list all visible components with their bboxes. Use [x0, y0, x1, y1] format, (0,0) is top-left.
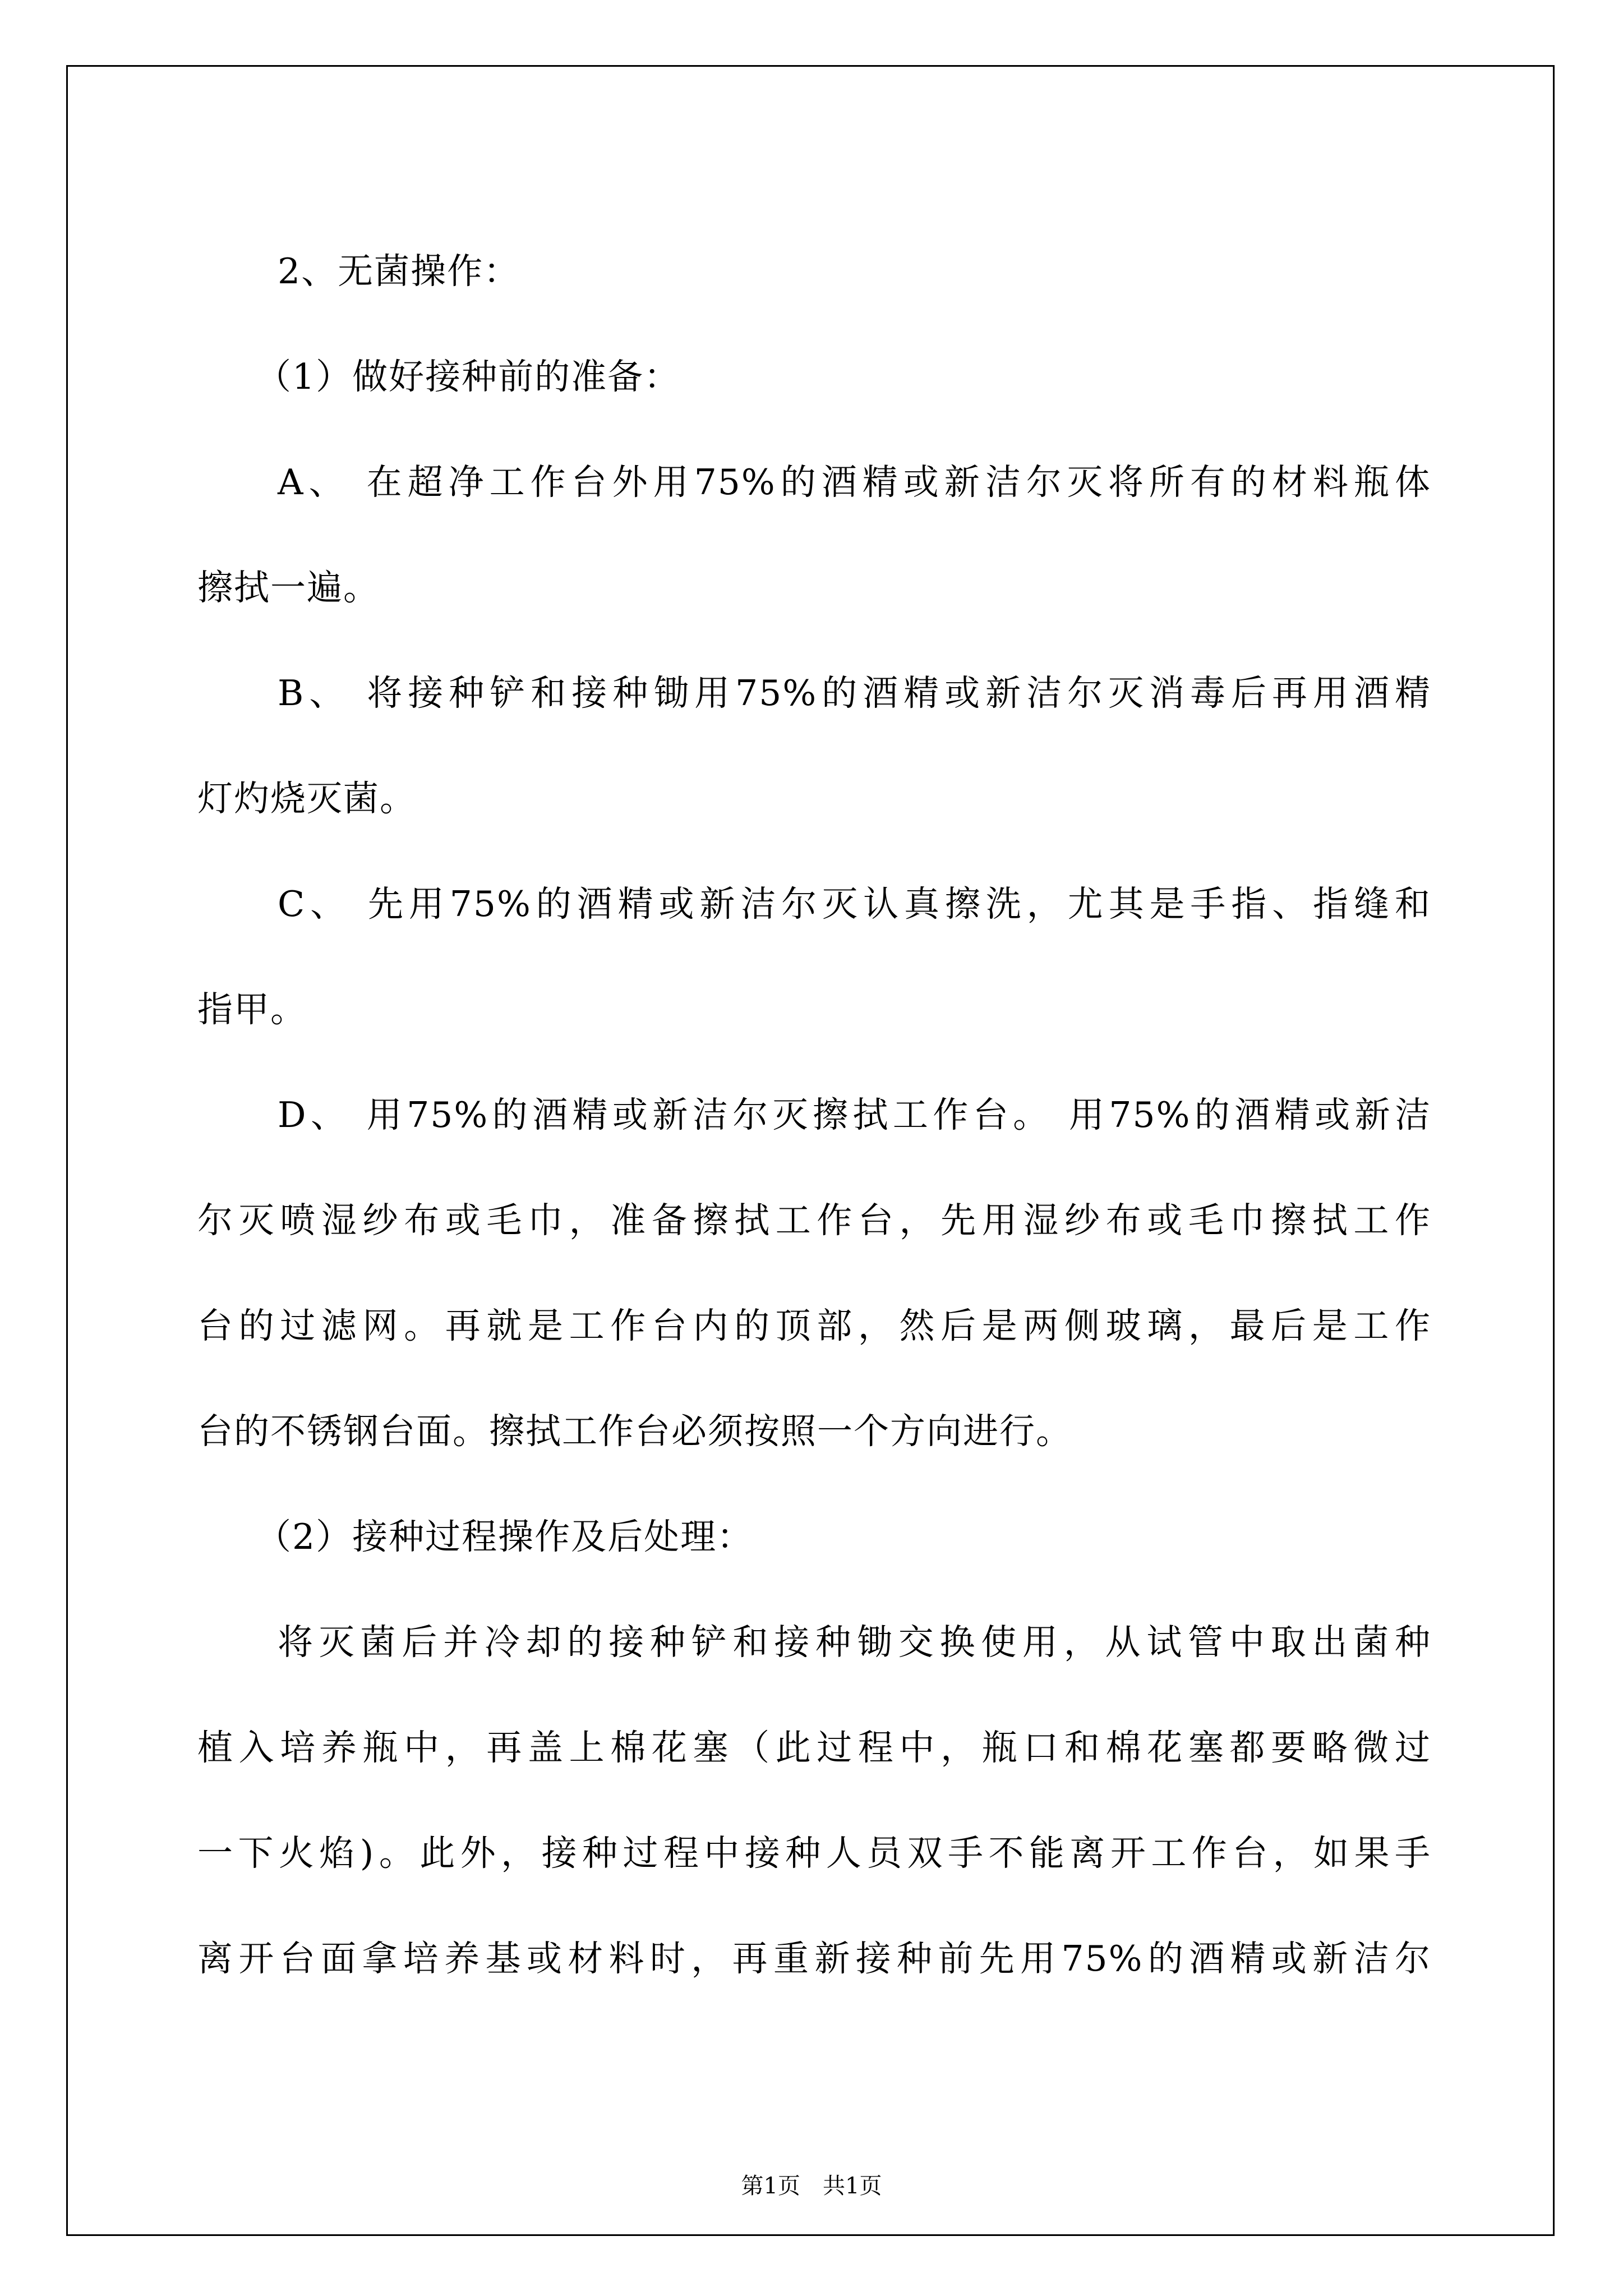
section-heading: 2、无菌操作： — [278, 251, 520, 292]
paragraph-line: 尔灭喷湿纱布或毛巾，准备擦拭工作台，先用湿纱布或毛巾擦拭工作 — [197, 1200, 1431, 1241]
paragraph-line: B、 将接种铲和接种锄用75%的酒精或新洁尔灭消毒后再用酒精 — [278, 673, 1431, 714]
paragraph-line: 将灭菌后并冷却的接种铲和接种锄交换使用，从试管中取出菌种 — [278, 1622, 1431, 1663]
paragraph-line: 植入培养瓶中，再盖上棉花塞（此过程中，瓶口和棉花塞都要略微过 — [197, 1727, 1431, 1768]
paragraph-line: 擦拭一遍。 — [197, 567, 380, 608]
document-body — [197, 219, 1431, 2012]
paragraph-line: A、 在超净工作台外用75%的酒精或新洁尔灭将所有的材料瓶体 — [278, 462, 1431, 503]
paragraph-line: 灯灼烧灭菌。 — [197, 778, 416, 819]
paragraph-line: 离开台面拿培养基或材料时，再重新接种前先用75%的酒精或新洁尔 — [197, 1938, 1431, 1979]
paragraph-line: C、 先用75%的酒精或新洁尔灭认真擦洗，尤其是手指、指缝和 — [278, 884, 1431, 924]
paragraph-line: 台的过滤网。再就是工作台内的顶部，然后是两侧玻璃，最后是工作 — [197, 1305, 1431, 1346]
page-footer: 第1页 共1页 — [741, 2173, 882, 2199]
paragraph-line: 台的不锈钢台面。擦拭工作台必须按照一个方向进行。 — [197, 1411, 1072, 1452]
paragraph-line: D、 用75%的酒精或新洁尔灭擦拭工作台。 用75%的酒精或新洁 — [278, 1094, 1431, 1135]
paragraph-line: 指甲。 — [197, 989, 307, 1030]
paragraph-line: 一下火焰)。此外，接种过程中接种人员双手不能离开工作台，如果手 — [197, 1833, 1431, 1874]
subsection-heading: （2）接种过程操作及后处理： — [256, 1516, 754, 1557]
subsection-heading: （1）做好接种前的准备： — [256, 356, 681, 397]
